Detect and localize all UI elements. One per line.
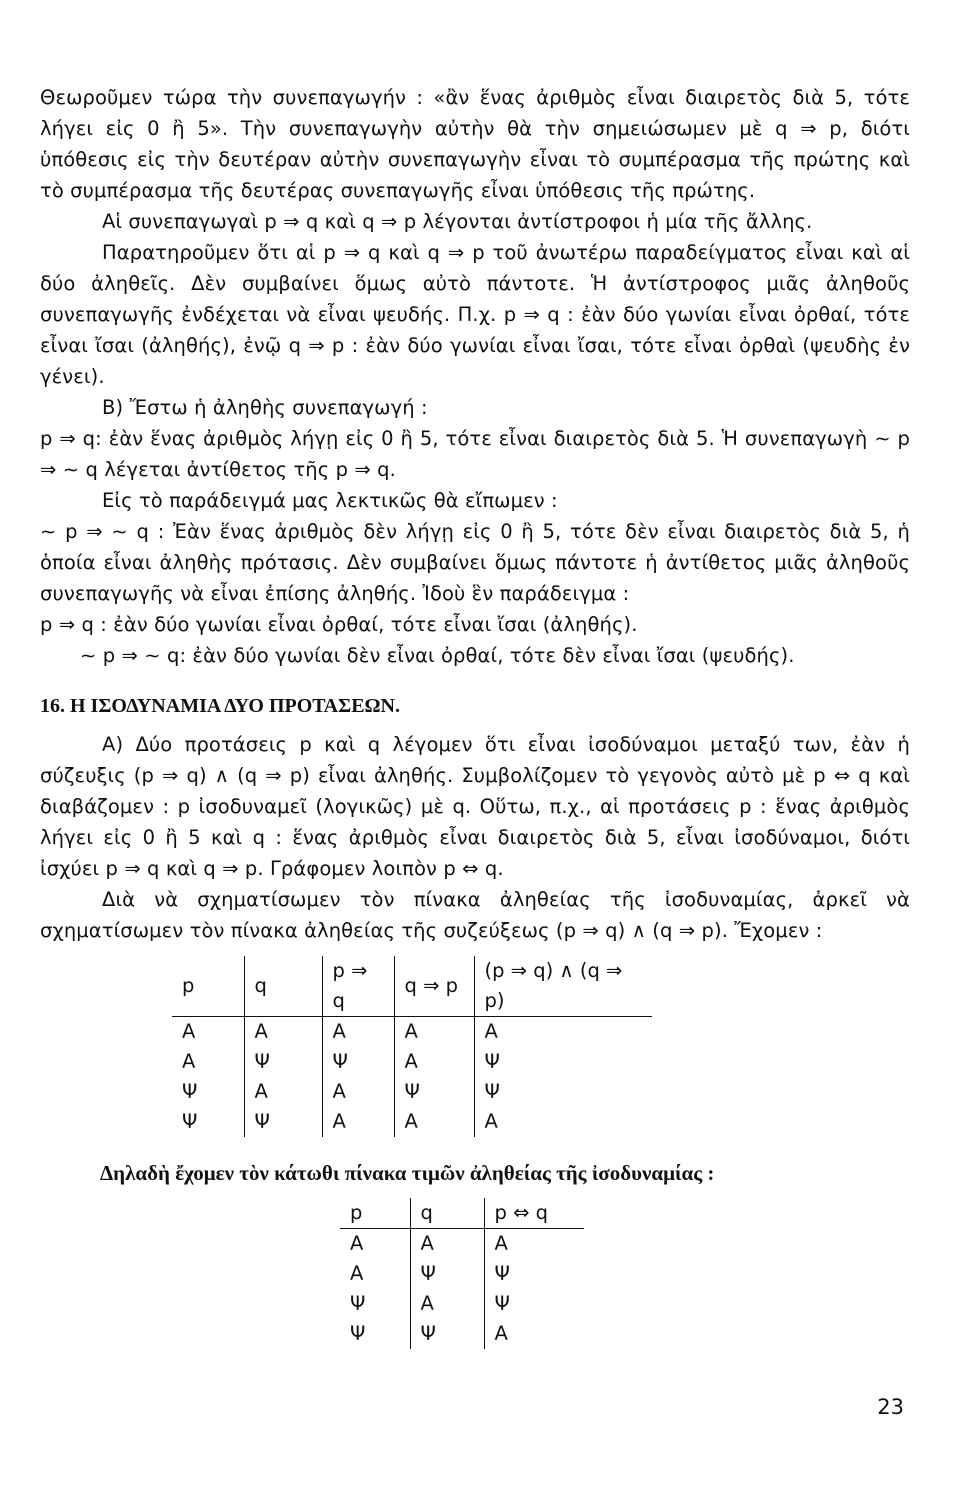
paragraph: ∼ p ⇒ ∼ q : Ἐὰν ἕνας ἀριθμὸς δὲν λήγῃ εἰς 0 ἢ 5, τότε δὲν εἶναι διαιρετὸς διὰ 5, ἡ ὁποία εἶναι ἀληθὴς πρότασις. Δὲν συμβαίνει ὅμως πάντοτε ἡ ἀντίθετος μιᾶς ἀληθοῦς συνεπαγωγῆς νὰ εἶναι ἐπίσης ἀληθής. Ἰδοὺ ἓν παράδειγμα : — [40, 520, 910, 605]
table-cell: Ψ — [474, 1077, 652, 1107]
table-header-cell: (p ⇒ q) ∧ (q ⇒ p) — [474, 956, 652, 1017]
paragraph: Β) Ἔστω ἡ ἀληθὴς συνεπαγωγή : — [102, 396, 428, 419]
table-cell: Α — [484, 1229, 584, 1260]
page-number: 23 — [877, 1395, 904, 1419]
table-cell: Ψ — [244, 1107, 322, 1137]
table-cell: Ψ — [244, 1047, 322, 1077]
table-cell: Α — [394, 1107, 474, 1137]
table-row — [172, 1047, 652, 1077]
table-cell: Ψ — [484, 1289, 584, 1319]
table-header-cell: p ⇔ q — [484, 1198, 584, 1229]
table-cell: Ψ — [182, 1080, 198, 1103]
table-cell: Α — [474, 1017, 652, 1048]
table-cell: Ψ — [474, 1047, 652, 1077]
table-cell: Ψ — [410, 1319, 484, 1349]
table-row — [340, 1229, 584, 1260]
table-cell: Α — [182, 1050, 196, 1073]
table-row — [340, 1259, 584, 1289]
table-cell: Α — [350, 1232, 364, 1255]
table-header-cell: p — [340, 1198, 410, 1229]
table-cell: Α — [182, 1020, 196, 1043]
table-header-cell: p ⇒ q — [322, 956, 394, 1017]
paragraph: Α) Δύο προτάσεις p καὶ q λέγομεν ὅτι εἶναι ἰσοδύναμοι μεταξύ των, ἐὰν ἡ σύζευξις (p ⇒ q) ∧ (q ⇒ p) εἶναι ἀληθής. Συμβολίζομεν τὸ γεγονὸς αὐτὸ μὲ p ⇔ q καὶ διαβάζομεν : p ἰσοδυναμεῖ (λογικῶς) μὲ q. Οὕτω, π.χ., αἱ προτάσεις p : ἕνας ἀριθμὸς λήγει εἰς 0 ἢ 5 καὶ q : ἕνας ἀριθμὸς εἶναι διαιρετὸς διὰ 5, εἶναι ἰσοδύναμοι, διότι ἰσχύει p ⇒ q καὶ q ⇒ p. Γράφομεν λοιπὸν p ⇔ q. — [40, 733, 910, 880]
table-cell: Ψ — [484, 1259, 584, 1289]
paragraph: Αἱ συνεπαγωγαὶ p ⇒ q καὶ q ⇒ p λέγονται ἀντίστροφοι ἡ μία τῆς ἄλλης. — [102, 210, 813, 233]
summary-heading: Δηλαδὴ ἔχομεν τὸν κάτωθι πίνακα τιμῶν ἀληθείας τῆς ἰσοδυναμίας : — [100, 1161, 715, 1185]
equivalence-truth-table — [340, 1198, 584, 1349]
paragraph: Παρατηροῦμεν ὅτι αἱ p ⇒ q καὶ q ⇒ p τοῦ ἀνωτέρω παραδείγματος εἶναι καὶ αἱ δύο ἀληθεῖς. Δὲν συμβαίνει ὅμως αὐτὸ πάντοτε. Ἡ ἀντίστροφος μιᾶς ἀληθοῦς συνεπαγωγῆς ἐνδέχεται νὰ εἶναι ψευδής. Π.χ. p ⇒ q : ἐὰν δύο γωνίαι εἶναι ὀρθαί, τότε εἶναι ἴσαι (ἀληθής), ἐνῷ q ⇒ p : ἐὰν δύο γωνίαι εἶναι ἴσαι, τότε εἶναι ὀρθαὶ (ψευδὴς ἐν γένει). — [40, 241, 910, 388]
table-cell: Α — [322, 1017, 394, 1048]
table-row — [172, 1107, 652, 1137]
table-cell: Α — [244, 1017, 322, 1048]
table-cell: Ψ — [410, 1259, 484, 1289]
table-cell: Α — [244, 1077, 322, 1107]
table-cell: Α — [474, 1107, 652, 1137]
conjunction-truth-table — [172, 956, 652, 1137]
table-row — [340, 1289, 584, 1319]
table-cell: Α — [484, 1319, 584, 1349]
table-header-row — [172, 956, 652, 1017]
table-row — [172, 1017, 652, 1048]
table-header-cell: q ⇒ p — [394, 956, 474, 1017]
table-row — [340, 1319, 584, 1349]
table-cell: Α — [350, 1262, 364, 1285]
table-header-cell: q — [410, 1198, 484, 1229]
table-row — [172, 1077, 652, 1107]
table-cell: Ψ — [350, 1322, 366, 1345]
page-content — [40, 82, 910, 1349]
table-cell: Α — [394, 1017, 474, 1048]
paragraph: Θεωροῦμεν τώρα τὴν συνεπαγωγήν : «ἂν ἕνας ἀριθμὸς εἶναι διαιρετὸς διὰ 5, τότε λήγει εἰς 0 ἢ 5». Τὴν συνεπαγωγὴν αὐτὴν θὰ τὴν σημειώσωμεν μὲ q ⇒ p, διότι ὑπόθεσις εἰς τὴν δευτέραν αὐτὴν συνεπαγωγὴν εἶναι τὸ συμπέρασμα τῆς πρώτης καὶ τὸ συμπέρασμα τῆς δευτέρας συνεπαγωγῆς εἶναι ὑπόθεσις τῆς πρώτης. — [40, 86, 910, 202]
table-cell: Α — [410, 1289, 484, 1319]
paragraph: ∼ p ⇒ ∼ q: ἐὰν δύο γωνίαι δὲν εἶναι ὀρθαί, τότε δὲν εἶναι ἴσαι (ψευδής). — [80, 644, 795, 667]
table-header-row — [340, 1198, 584, 1229]
table-cell: Ψ — [394, 1077, 474, 1107]
table-header-cell: q — [244, 956, 322, 1017]
table-header-cell: p — [172, 956, 244, 1017]
table-cell: Ψ — [182, 1110, 198, 1133]
table-cell: Ψ — [350, 1292, 366, 1315]
table-cell: Α — [322, 1107, 394, 1137]
paragraph: p ⇒ q : ἐὰν δύο γωνίαι εἶναι ὀρθαί, τότε εἶναι ἴσαι (ἀληθής). — [40, 613, 638, 636]
table-cell: Ψ — [322, 1047, 394, 1077]
section-title: 16. Η ΙΣΟΔΥΝΑΜΙΑ ΔΥΟ ΠΡΟΤΑΣΕΩΝ. — [40, 695, 400, 717]
paragraph: p ⇒ q: ἐὰν ἕνας ἀριθμὸς λήγῃ εἰς 0 ἢ 5, τότε εἶναι διαιρετὸς διὰ 5. Ἡ συνεπαγωγὴ ∼ p ⇒ ∼ q λέγεται ἀντίθετος τῆς p ⇒ q. — [40, 427, 910, 481]
table-cell: Α — [322, 1077, 394, 1107]
table-cell: Α — [394, 1047, 474, 1077]
paragraph: Εἰς τὸ παράδειγμά μας λεκτικῶς θὰ εἴπωμεν : — [102, 489, 558, 512]
table-cell: Α — [410, 1229, 484, 1260]
paragraph: Διὰ νὰ σχηματίσωμεν τὸν πίνακα ἀληθείας τῆς ἰσοδυναμίας, ἀρκεῖ νὰ σχηματίσωμεν τὸν πίνακα ἀληθείας τῆς συζεύξεως (p ⇒ q) ∧ (q ⇒ p). Ἔχομεν : — [40, 888, 910, 942]
